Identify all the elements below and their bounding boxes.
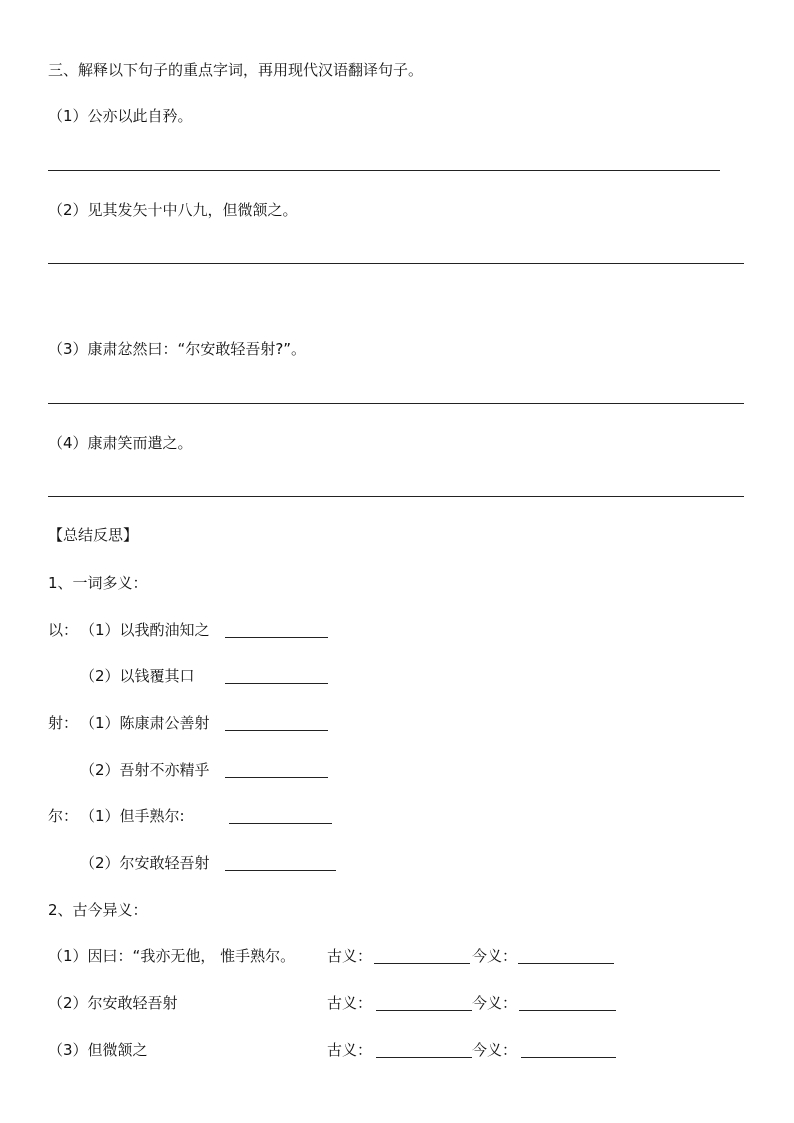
answer-line-4[interactable] <box>48 496 744 497</box>
polysemy-entry: （2）吾射不亦精乎 <box>80 761 210 779</box>
ancient-meaning-label: 古义： <box>327 1041 373 1059</box>
fill-blank[interactable] <box>225 777 328 778</box>
fill-blank[interactable] <box>225 730 328 731</box>
polysemy-entry: （2）尔安敢轻吾射 <box>80 854 210 872</box>
modern-meaning-blank[interactable] <box>518 963 614 964</box>
section-3-heading: 三、解释以下句子的重点字词，再用现代汉语翻译句子。 <box>48 61 424 79</box>
answer-line-1[interactable] <box>48 170 720 171</box>
fill-blank[interactable] <box>229 823 332 824</box>
polysemy-title: 1、一词多义： <box>48 574 148 592</box>
sentence-item-1: （1）公亦以此自矜。 <box>48 107 193 125</box>
modern-meaning-blank[interactable] <box>521 1057 616 1058</box>
ancient-modern-sentence-2: （2）尔安敢轻吾射 <box>48 994 178 1012</box>
ancient-modern-title: 2、古今异义： <box>48 901 148 919</box>
summary-heading: 【总结反思】 <box>48 526 139 544</box>
ancient-meaning-label: 古义： <box>327 947 373 965</box>
ancient-meaning-label: 古义： <box>327 994 373 1012</box>
sentence-item-2: （2）见其发矢十中八九，但微颔之。 <box>48 201 298 219</box>
fill-blank[interactable] <box>225 870 336 871</box>
fill-blank[interactable] <box>225 637 328 638</box>
polysemy-char-yi: 以： <box>48 621 79 639</box>
ancient-meaning-blank[interactable] <box>376 1010 472 1011</box>
ancient-modern-sentence-1: （1）因曰：“我亦无他， 惟手熟尔。 <box>48 947 296 965</box>
sentence-item-3: （3）康肃忿然曰：“尔安敢轻吾射?”。 <box>48 340 307 358</box>
answer-line-2[interactable] <box>48 263 744 264</box>
ancient-modern-sentence-3: （3）但微颔之 <box>48 1041 148 1059</box>
polysemy-entry: （1）但手熟尔: <box>80 807 185 825</box>
fill-blank[interactable] <box>225 683 328 684</box>
sentence-item-4: （4）康肃笑而遣之。 <box>48 434 193 452</box>
polysemy-entry: （2）以钱覆其口 <box>80 667 195 685</box>
modern-meaning-label: 今义： <box>472 947 518 965</box>
answer-line-3[interactable] <box>48 403 744 404</box>
modern-meaning-label: 今义： <box>472 994 518 1012</box>
ancient-meaning-blank[interactable] <box>374 963 470 964</box>
modern-meaning-blank[interactable] <box>519 1010 616 1011</box>
polysemy-entry: （1）陈康肃公善射 <box>80 714 210 732</box>
polysemy-char-er: 尔： <box>48 807 79 825</box>
ancient-meaning-blank[interactable] <box>376 1057 472 1058</box>
modern-meaning-label: 今义： <box>472 1041 518 1059</box>
polysemy-char-she: 射： <box>48 714 79 732</box>
polysemy-entry: （1）以我酌油知之 <box>80 621 210 639</box>
